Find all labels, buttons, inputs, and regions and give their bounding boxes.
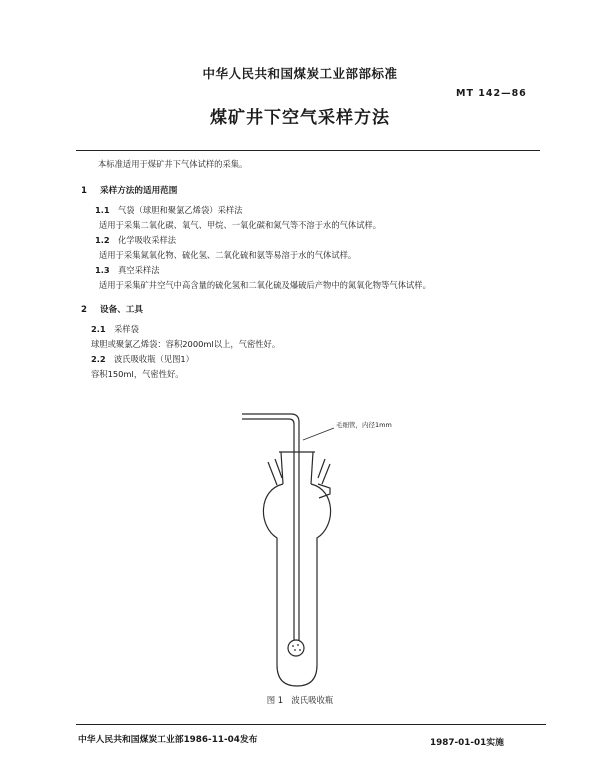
- footer-divider: [76, 724, 546, 725]
- capillary-tube-outer: [242, 414, 299, 640]
- section-number: 1: [81, 186, 87, 196]
- section-number: 2.1: [91, 324, 106, 334]
- section-title: 采样袋: [114, 324, 139, 334]
- section-number: 2.2: [91, 354, 106, 364]
- section-2-1-text: 球胆或聚氯乙烯袋：容积2000ml以上，气密性好。: [91, 339, 281, 349]
- section-title: 真空采样法: [118, 265, 160, 275]
- section-1-2-text: 适用于采集氮氧化物、硫化氢、二氧化硫和氨等易溶于水的气体试样。: [99, 250, 357, 260]
- section-title: 波氏吸收瓶（见图1）: [114, 354, 194, 364]
- figure-caption: 图 1 波氏吸收瓶: [266, 695, 334, 705]
- bottle-neck: [281, 452, 313, 484]
- section-title: 气袋（球胆和聚氯乙烯袋）采样法: [118, 205, 243, 215]
- section-1-1-text: 适用于采集二氧化碳、氧气、甲烷、一氧化碳和氮气等不溶于水的气体试样。: [99, 220, 382, 230]
- section-1-3-text: 适用于采集矿井空气中高含量的硫化氢和二氧化硫及爆破后产物中的氮氧化物等气体试样。: [99, 280, 431, 290]
- document-title: 煤矿井下空气采样方法: [210, 108, 390, 128]
- section-2-2-text: 容积150ml，气密性好。: [91, 369, 184, 379]
- section-title: 化学吸收采样法: [118, 235, 177, 245]
- issue-date: 中华人民共和国煤炭工业部1986-11-04发布: [78, 735, 258, 745]
- section-number: 1.1: [95, 205, 110, 215]
- frit-bulb: [288, 640, 304, 656]
- capillary-label: 毛细管，内径1mm: [336, 421, 392, 429]
- side-arm-left: [268, 459, 282, 485]
- section-title: 采样方法的适用范围: [100, 186, 178, 196]
- implementation-date: 1987-01-01实施: [430, 738, 504, 748]
- intro-paragraph: 本标准适用于煤矿井下气体试样的采集。: [98, 159, 248, 169]
- issuing-authority-title: 中华人民共和国煤炭工业部部标准: [202, 66, 398, 81]
- section-number: 1.2: [95, 235, 110, 245]
- label-leader-line: [303, 428, 334, 440]
- side-arm-right: [318, 459, 330, 484]
- standard-number: MT 142—86: [456, 88, 527, 99]
- section-number: 1.3: [95, 265, 110, 275]
- section-title: 设备、工具: [100, 305, 143, 315]
- section-number: 2: [81, 305, 87, 315]
